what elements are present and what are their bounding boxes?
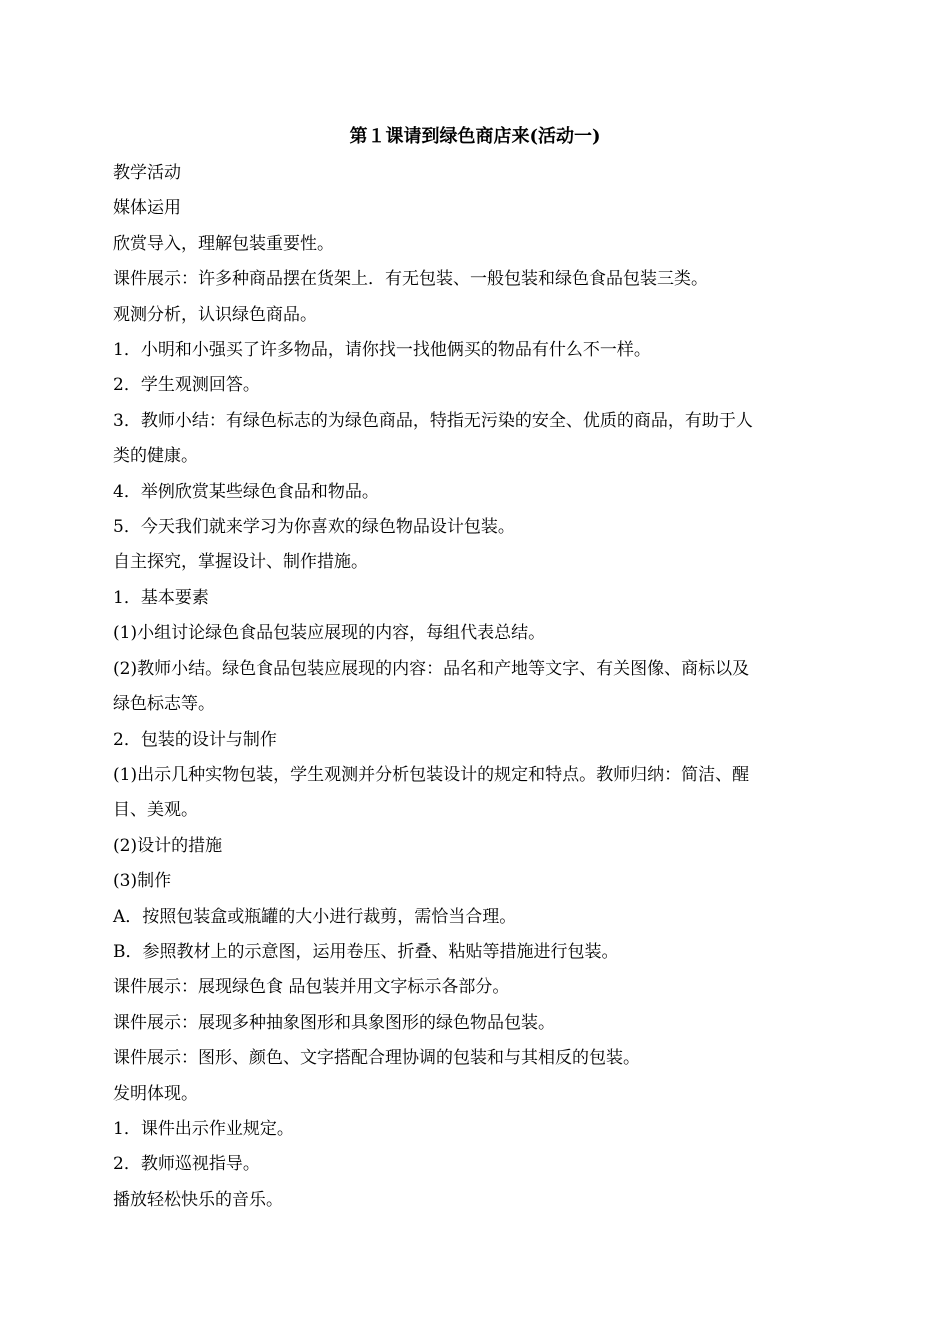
text-line: 欣赏导入，理解包装重要性。 (113, 233, 334, 254)
text-line: (2)设计的措施 (113, 835, 223, 856)
text-line: 2．包装的设计与制作 (113, 729, 277, 750)
text-line: 2．教师巡视指导。 (113, 1154, 260, 1175)
text-line: A．按照包装盒或瓶罐的大小进行裁剪，需恰当合理。 (113, 906, 517, 927)
text-line: 课件展示：展现绿色食 品包装并用文字标示各部分。 (113, 977, 510, 998)
text-line: 课件展示：图形、颜色、文字搭配合理协调的包装和与其相反的包装。 (113, 1048, 640, 1069)
text-line: 绿色标志等。 (113, 694, 215, 715)
text-line: 媒体运用 (113, 198, 181, 219)
text-line: 1．基本要素 (113, 587, 209, 608)
text-line: (3)制作 (113, 871, 172, 892)
text-line: 课件展示：许多种商品摆在货架上．有无包装、一般包装和绿色食品包装三类。 (113, 269, 708, 290)
text-line: B．参照教材上的示意图，运用卷压、折叠、粘贴等措施进行包装。 (113, 941, 619, 962)
text-line: 观测分析，认识绿色商品。 (113, 304, 317, 325)
text-line: 教学活动 (113, 163, 181, 183)
text-line: 播放轻松快乐的音乐。 (113, 1189, 283, 1210)
text-line: 类的健康。 (113, 446, 198, 467)
text-line: 3．教师小结：有绿色标志的为绿色商品，特指无污染的安全、优质的商品，有助于人 (113, 410, 753, 431)
text-line: 4．举例欣赏某些绿色食品和物品。 (113, 481, 379, 502)
text-line: 2．学生观测回答。 (113, 375, 260, 396)
document-body (113, 156, 843, 1218)
text-line: 自主探究，掌握设计、制作措施。 (113, 552, 368, 573)
text-line: 1．小明和小强买了许多物品，请你找一找他俩买的物品有什么不一样。 (113, 340, 651, 361)
text-line: (1)出示几种实物包装，学生观测并分析包装设计的规定和特点。教师归纳：简洁、醒 (113, 764, 750, 785)
text-line: 发明体现。 (113, 1083, 198, 1104)
text-line: (1)小组讨论绿色食品包装应展现的内容，每组代表总结。 (113, 623, 546, 644)
text-line: 课件展示：展现多种抽象图形和具象图形的绿色物品包装。 (113, 1012, 555, 1033)
text-line: 1．课件出示作业规定。 (113, 1118, 294, 1139)
text-line: 5．今天我们就来学习为你喜欢的绿色物品设计包装。 (113, 517, 515, 538)
text-line: 目、美观。 (113, 800, 198, 821)
document-title: 第１课请到绿色商店来(活动一) (349, 126, 601, 147)
text-line: (2)教师小结。绿色食品包装应展现的内容：品名和产地等文字、有关图像、商标以及 (113, 658, 750, 679)
